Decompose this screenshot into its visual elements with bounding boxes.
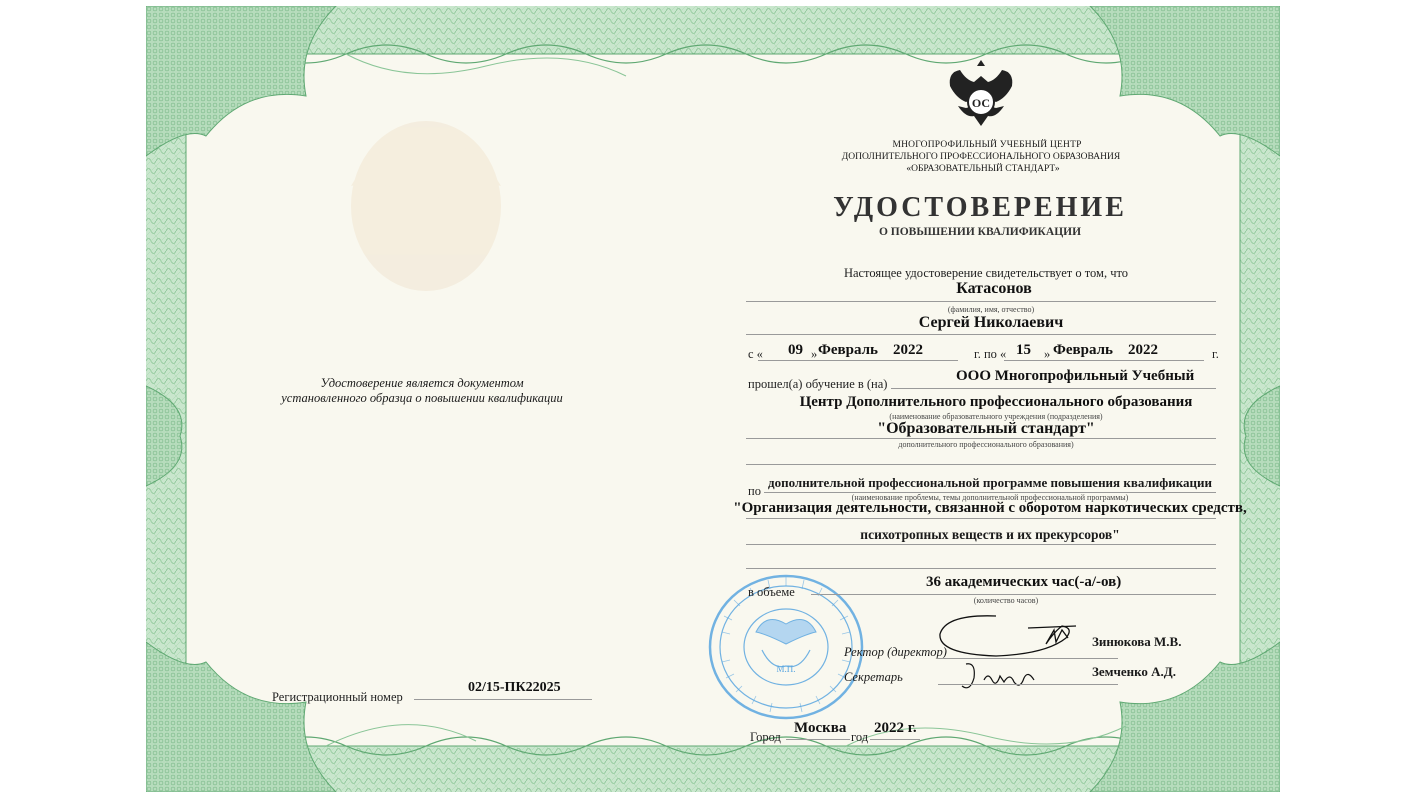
date-from-close: »: [811, 347, 818, 361]
org-header-line3: «ОБРАЗОВАТЕЛЬНЫЙ СТАНДАРТ»: [906, 164, 1060, 174]
volume-label: в объеме: [748, 585, 795, 599]
certificate: [146, 6, 1280, 792]
rector-label: Ректор (директор): [844, 645, 947, 659]
org-caption1: (наименование образовательного учреждения (подразделения): [889, 412, 1103, 421]
date-from-prefix: с «: [748, 347, 763, 361]
stamp-center-text: М.П.: [776, 664, 796, 674]
rector-name: Зинюкова М.В.: [1092, 634, 1182, 649]
reg-number-label: Регистрационный номер: [272, 690, 403, 704]
date-to-line: [1004, 360, 1204, 361]
date-from-year: 2022: [893, 342, 923, 358]
surname-line: [746, 301, 1216, 302]
blank-line: [746, 464, 1216, 465]
program-value: дополнительной профессиональной программе повышения квалификации: [768, 475, 1212, 490]
secretary-signature: [956, 658, 1046, 694]
trained-label: прошел(а) обучение в (на): [748, 377, 888, 391]
org-value-line1: ООО Многопрофильный Учебный: [956, 368, 1195, 384]
topic-line2: психотропных веществ и их прекурсоров": [860, 527, 1120, 542]
name-caption: (фамилия, имя, отчество): [947, 305, 1035, 314]
org-value-line2: Центр Дополнительного профессионального образования: [799, 394, 1193, 410]
date-to-month: Февраль: [1053, 342, 1113, 358]
left-note-line2: установленного образца о повышении квалификации: [281, 391, 563, 405]
org-line1: [891, 388, 1216, 389]
name-patronymic-value: Сергей Николаевич: [918, 314, 1064, 331]
date-to-day: 15: [1016, 342, 1031, 358]
date-year-suffix: г.: [1212, 347, 1219, 361]
reg-number-line: [414, 699, 592, 700]
secretary-line: [938, 684, 1118, 685]
city-line: [786, 739, 850, 740]
topic-line1: "Организация деятельности, связанной с оборотом наркотических средств,: [733, 500, 1247, 516]
logo-text: ОС: [971, 96, 991, 110]
topic-underline1: [746, 518, 1216, 519]
volume-line: [811, 594, 1216, 595]
year-label: год: [851, 730, 869, 744]
volume-value: 36 академических час(-а/-ов): [926, 574, 1122, 590]
org-value-line3: "Образовательный стандарт": [877, 420, 1095, 437]
secretary-name: Земченко А.Д.: [1092, 664, 1176, 679]
program-label: по: [748, 484, 761, 498]
date-from-month: Февраль: [818, 342, 878, 358]
date-from-line: [758, 360, 958, 361]
secretary-label: Секретарь: [844, 670, 903, 684]
date-from-day: 09: [788, 342, 803, 358]
topic-underline2: [746, 544, 1216, 545]
rector-signature: [936, 608, 1086, 664]
org-header-line2: ДОПОЛНИТЕЛЬНОГО ПРОФЕССИОНАЛЬНОГО ОБРАЗОВАНИЯ: [841, 152, 1121, 162]
org-header-line1: МНОГОПРОФИЛЬНЫЙ УЧЕБНЫЙ ЦЕНТР: [892, 140, 1082, 150]
date-to-year: 2022: [1128, 342, 1158, 358]
org-line3: [746, 438, 1216, 439]
reg-number-value: 02/15-ПК22025: [468, 680, 561, 695]
volume-caption: (количество часов): [973, 596, 1039, 605]
program-caption: (наименование проблемы, темы дополнительной профессиональной программы): [851, 493, 1129, 502]
surname-value: Катасонов: [956, 280, 1032, 297]
document-subtitle: О ПОВЫШЕНИИ КВАЛИФИКАЦИИ: [878, 226, 1082, 238]
date-to-prefix: г. по «: [974, 347, 1007, 361]
document-title: УДОСТОВЕРЕНИЕ: [833, 192, 1127, 223]
org-caption2: дополнительного профессионального образования): [898, 440, 1074, 449]
date-to-close: »: [1044, 347, 1051, 361]
year-line: [870, 739, 920, 740]
blank-line2: [746, 568, 1216, 569]
intro-text: Настоящее удостоверение свидетельствует о том, что: [843, 266, 1129, 280]
eagle-emblem-icon: [944, 56, 1018, 134]
city-value: Москва: [794, 720, 847, 736]
left-note-line1: Удостоверение является документом: [320, 376, 524, 390]
year-value: 2022 г.: [874, 720, 917, 736]
city-label: Город: [750, 730, 781, 744]
name-line: [746, 334, 1216, 335]
